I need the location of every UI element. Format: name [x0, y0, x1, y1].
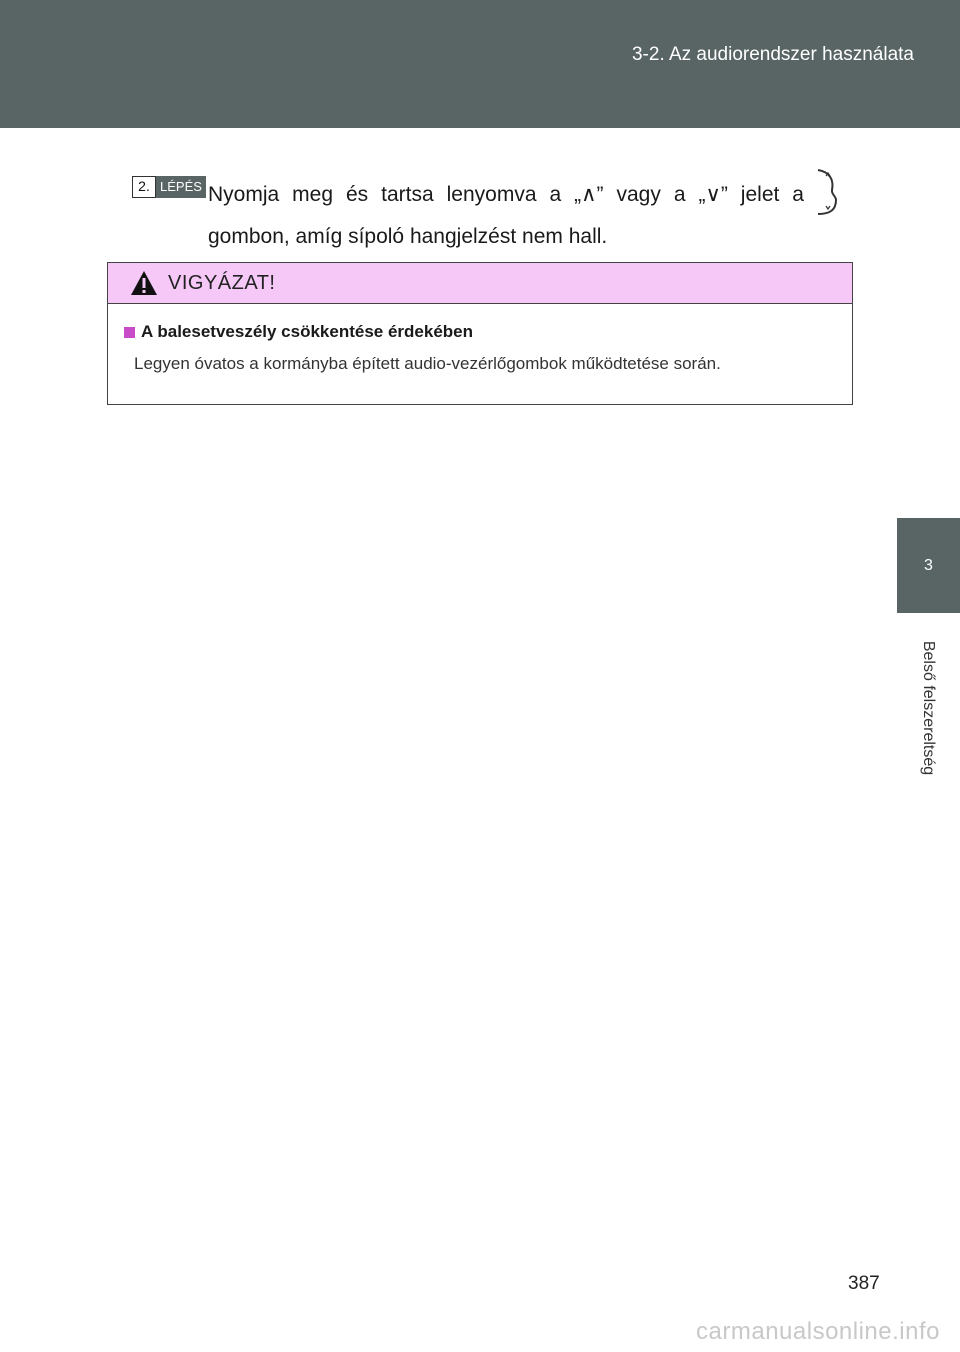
chapter-tab: [897, 518, 960, 613]
caution-text: Legyen óvatos a kormányba épített audio-vezérlőgombok működtetése során.: [134, 354, 721, 373]
steering-switch-icon: [812, 166, 842, 218]
caution-subtitle: A balesetveszély csökkentése érdekében: [141, 322, 474, 341]
caution-box: [107, 262, 853, 405]
step-word: LÉPÉS: [156, 176, 206, 198]
square-bullet-icon: [124, 327, 135, 338]
chapter-side-label: [897, 618, 960, 798]
step-text-line1: Nyomja meg és tartsa lenyomva a „∧” vagy a „∨” jelet a: [208, 183, 804, 206]
caution-subtitle-row: [124, 322, 852, 342]
caution-header: [108, 263, 852, 304]
step-number: 2.: [132, 176, 156, 198]
section-title: 3-2. Az audiorendszer használata: [631, 44, 914, 65]
warning-triangle-icon: [130, 270, 158, 296]
chapter-number: 3: [924, 556, 933, 574]
step-text-line2: gombon, amíg sípoló hangjelzést nem hall.: [208, 225, 608, 248]
watermark: carmanualsonline.info: [696, 1318, 940, 1345]
page-number: 387: [848, 1273, 880, 1294]
step-badge: [132, 176, 206, 198]
chapter-label: Belső felszereltség: [920, 640, 938, 776]
caution-title: VIGYÁZAT!: [168, 271, 276, 294]
page-header: [0, 0, 960, 128]
caution-body: [108, 304, 852, 374]
